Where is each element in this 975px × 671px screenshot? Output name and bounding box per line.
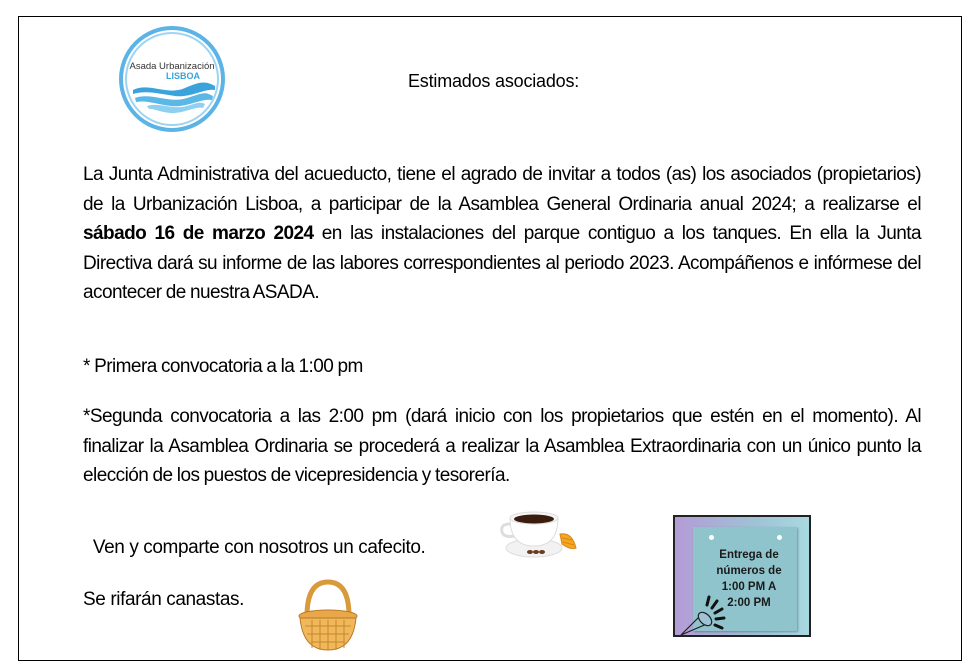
notice-line: 1:00 PM A bbox=[721, 581, 777, 593]
notice-line: Entrega de bbox=[719, 549, 779, 561]
invitation-text-end: en las instalaciones del parque contiguo a los tanques. En ella la Junta Directiva dará su informe de las labores correspondientes al periodo 2023. Acompáñenos e infórmese del acontecer de nuestra ASADA. bbox=[83, 223, 921, 303]
number-delivery-notice bbox=[673, 515, 811, 637]
pin-icon bbox=[709, 535, 714, 540]
invitation-text-start: La Junta Administrativa del acueducto, tiene el agrado de invitar a todos (as) los asociados (propietarios) de la Urbanización Lisboa, a participar de la Asamblea General Ordinaria anual 2024; a realizarse el bbox=[83, 164, 921, 215]
logo-line1: Asada Urbanización bbox=[129, 61, 215, 72]
second-call-paragraph: *Segunda convocatoria a las 2:00 pm (dará inicio con los propietarios que estén en el momento). Al finalizar la Asamblea Ordinaria se procederá a realizar la Asamblea Extraordinaria con un único punto la elección de los puestos de vicepresidencia y tesorería. bbox=[83, 406, 921, 486]
asada-logo-icon bbox=[119, 26, 225, 132]
notice-line: 2:00 PM bbox=[727, 597, 771, 609]
pin-icon bbox=[777, 535, 782, 540]
invitation-paragraph bbox=[83, 160, 921, 308]
notice-line: números de bbox=[716, 565, 782, 577]
raffle-text: Se rifarán canastas. bbox=[83, 589, 244, 610]
event-date: sábado 16 de marzo 2024 bbox=[83, 223, 314, 244]
coffee-cup-icon bbox=[500, 504, 580, 564]
greeting-heading: Estimados asociados: bbox=[408, 71, 580, 91]
megaphone-icon bbox=[679, 593, 729, 637]
first-call-text: * Primera convocatoria a la 1:00 pm bbox=[83, 356, 363, 377]
basket-icon bbox=[297, 578, 359, 654]
logo-line2: LISBOA bbox=[165, 71, 201, 81]
coffee-invitation-text: Ven y comparte con nosotros un cafecito. bbox=[88, 537, 426, 558]
